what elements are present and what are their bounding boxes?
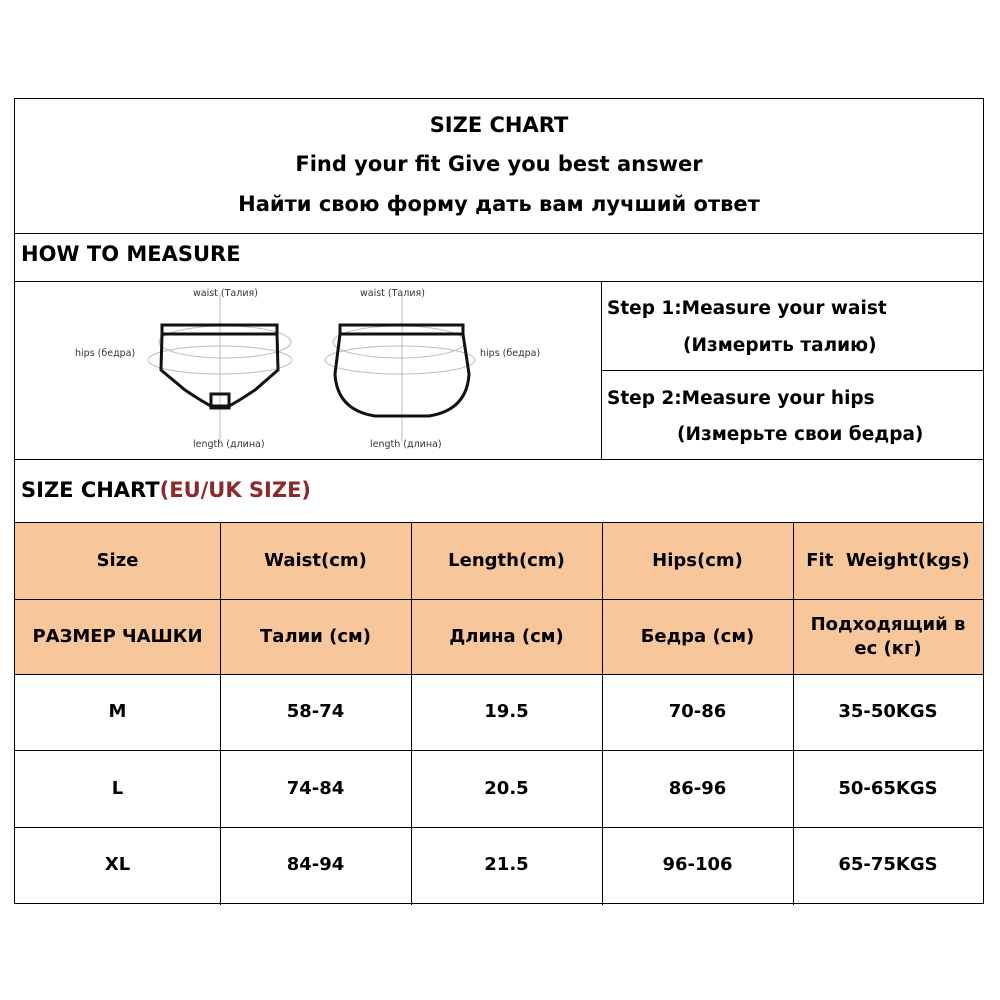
header-length: Length(cm)	[448, 549, 565, 571]
size-chart-heading-prefix: SIZE CHART	[21, 478, 160, 502]
back-waist-label: waist (Талия)	[360, 288, 425, 299]
divider	[15, 233, 983, 234]
table-cell: 58-74	[286, 701, 345, 723]
header-waist: Waist(cm)	[264, 549, 367, 571]
subtitle-english: Find your fit Give you best answer	[295, 152, 703, 176]
header-fit-weight: Fit Weight(kgs)	[806, 549, 970, 571]
step2-translation: (Измерьте свои бедра)	[677, 424, 924, 445]
how-to-measure-heading: HOW TO MEASURE	[21, 242, 241, 266]
step1-text: Step 1:Measure your waist	[607, 298, 887, 319]
size-chart-frame	[14, 98, 984, 904]
measure-illustration	[15, 282, 601, 458]
step1-translation: (Измерить талию)	[683, 335, 877, 356]
front-brief-illustration	[75, 288, 292, 450]
table-cell: 86-96	[668, 777, 727, 799]
table-cell: 70-86	[668, 701, 727, 723]
subtitle-russian: Найти свою форму дать вам лучший ответ	[238, 192, 760, 216]
table-cell: L	[111, 777, 124, 799]
chart-title: SIZE CHART	[429, 113, 569, 137]
back-length-label: length (длина)	[370, 439, 442, 450]
header-fit-weight-ru: Подходящий в ес (кг)	[810, 613, 966, 659]
table-cell: 74-84	[286, 777, 345, 799]
size-chart-heading	[21, 478, 311, 502]
table-cell: 35-50KGS	[838, 701, 938, 723]
table-cell: M	[108, 701, 127, 723]
header-hips-ru: Бедра (см)	[640, 625, 755, 647]
back-brief-illustration	[325, 288, 540, 450]
step2-text: Step 2:Measure your hips	[607, 388, 875, 409]
front-waist-label: waist (Талия)	[193, 288, 258, 299]
back-hips-label: hips (бедра)	[480, 348, 541, 359]
table-cell: 21.5	[484, 854, 529, 876]
header-waist-ru: Талии (см)	[260, 625, 371, 647]
front-length-label: length (длина)	[193, 439, 265, 450]
divider	[601, 370, 983, 371]
table-cell: XL	[104, 854, 131, 876]
table-cell: 20.5	[484, 777, 529, 799]
front-hips-label: hips (бедра)	[75, 348, 136, 359]
table-cell: 65-75KGS	[838, 854, 938, 876]
table-cell: 96-106	[662, 854, 733, 876]
divider	[15, 459, 983, 460]
header-length-ru: Длина (см)	[449, 625, 564, 647]
header-size: Size	[96, 549, 139, 571]
header-hips: Hips(cm)	[652, 549, 743, 571]
size-chart-heading-suffix: (EU/UK SIZE)	[159, 478, 312, 502]
table-cell: 84-94	[286, 854, 345, 876]
table-cell: 19.5	[484, 701, 529, 723]
table-cell: 50-65KGS	[838, 777, 938, 799]
header-size-ru: РАЗМЕР ЧАШКИ	[32, 625, 203, 647]
